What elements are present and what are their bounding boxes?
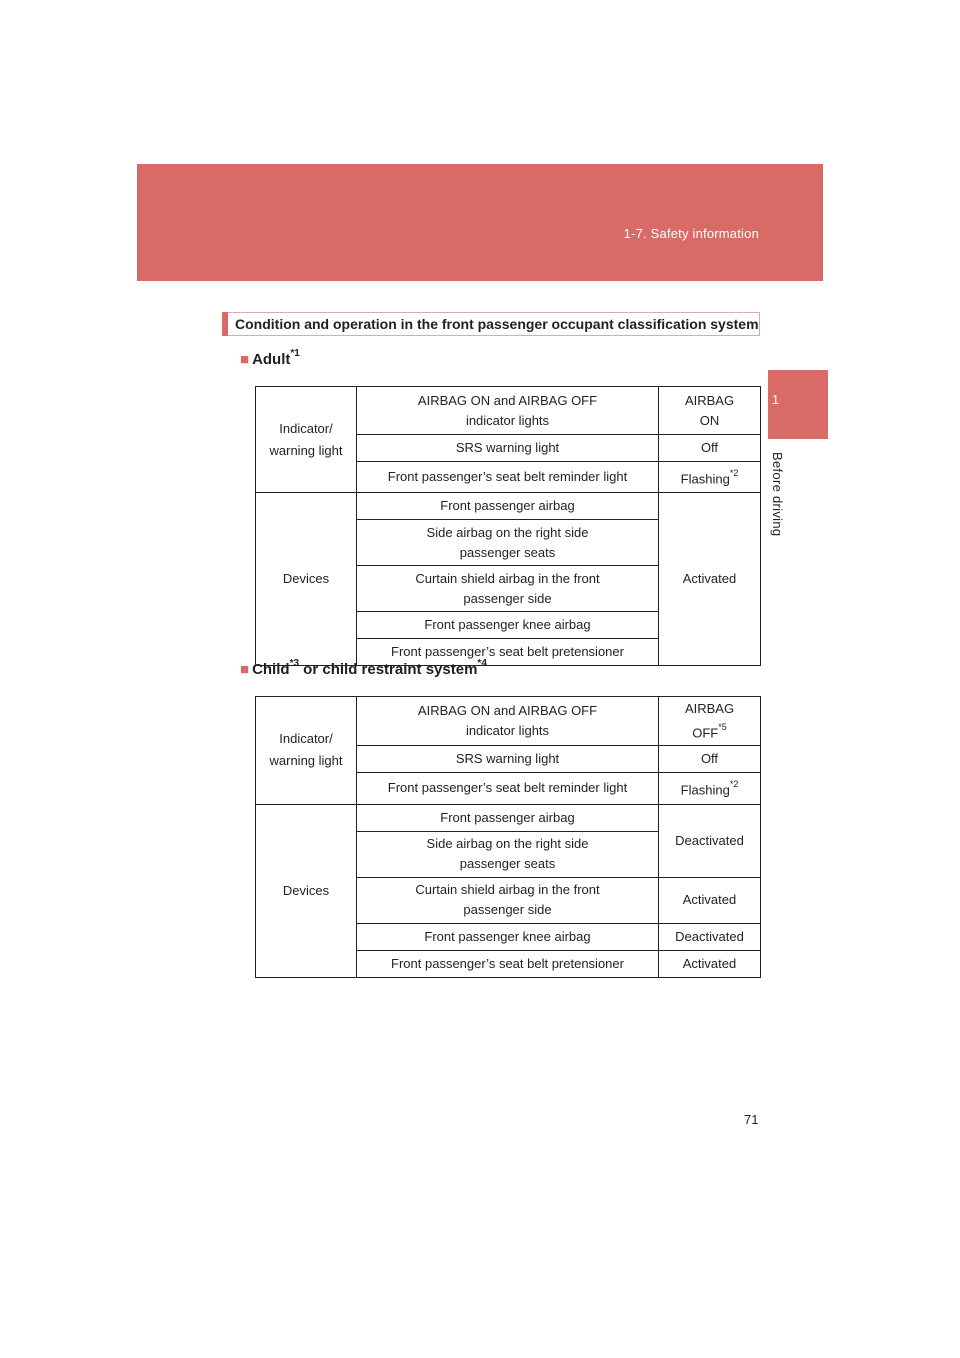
child-heading [240,660,487,678]
footnote-ref: *2 [729,779,739,790]
row-name: Front passenger’s seat belt pretensioner [357,950,659,977]
footnote-ref: *5 [718,722,727,732]
footnote-ref: *2 [729,468,739,478]
indicator-label: Indicator/ warning light [256,697,357,805]
child-heading-text: Child [252,661,290,678]
row-value: Activated [659,877,761,923]
table-row [256,804,761,831]
adult-heading-text: Adult [252,351,291,368]
chapter-number: 1 [771,392,780,407]
row-value [659,462,761,493]
row-name: Front passenger’s seat belt reminder light [357,462,659,493]
section-accent [222,312,228,336]
row-name: Curtain shield airbag in the front passenger side [357,566,659,612]
row-name: SRS warning light [357,435,659,462]
row-value: Activated [659,950,761,977]
child-table [255,696,761,978]
chapter-label: Before driving [770,452,785,537]
row-value: AIRBAG ON [659,387,761,435]
section-breadcrumb: 1-7. Safety information [623,226,759,241]
value-text: Flashing [680,782,730,798]
section-title-bar [222,312,760,336]
row-name: Front passenger knee airbag [357,612,659,639]
row-name: Front passenger’s seat belt reminder light [357,773,659,804]
table-row [256,387,761,435]
row-name: AIRBAG ON and AIRBAG OFF indicator lights [357,387,659,435]
row-value: Deactivated [659,923,761,950]
row-name: Side airbag on the right side passenger seats [357,520,659,566]
footnote-ref: *4 [477,658,487,669]
row-value: Off [659,435,761,462]
row-value: Off [659,746,761,773]
row-value: Activated [659,493,761,666]
square-bullet-icon: ■ [240,351,250,368]
row-name: Curtain shield airbag in the front passenger side [357,877,659,923]
page-number: 71 [744,1112,759,1127]
row-name: AIRBAG ON and AIRBAG OFF indicator lights [357,697,659,746]
indicator-label: Indicator/ warning light [256,387,357,493]
devices-label: Devices [256,804,357,977]
row-name: Front passenger airbag [357,493,659,520]
table-row [256,493,761,520]
row-value [659,697,761,746]
section-title: Condition and operation in the front passenger occupant classification system [235,316,759,332]
value-text: Flashing [680,471,730,487]
value-text: AIRBAG OFF [684,701,735,741]
adult-table [255,386,761,666]
footnote-ref: *1 [290,348,300,359]
row-value: Deactivated [659,804,761,877]
row-name: Front passenger airbag [357,804,659,831]
adult-heading [240,350,300,368]
square-bullet-icon: ■ [240,661,250,678]
row-name: Side airbag on the right side passenger seats [357,831,659,877]
header-band [137,164,823,281]
table-row [256,697,761,746]
devices-label: Devices [256,493,357,666]
child-heading-text-2: or child restraint system [299,661,478,678]
row-name: Front passenger’s seat belt pretensioner [357,639,659,666]
row-value [659,773,761,804]
chapter-tab [768,370,828,439]
row-name: SRS warning light [357,746,659,773]
row-name: Front passenger knee airbag [357,923,659,950]
footnote-ref: *3 [289,658,300,669]
